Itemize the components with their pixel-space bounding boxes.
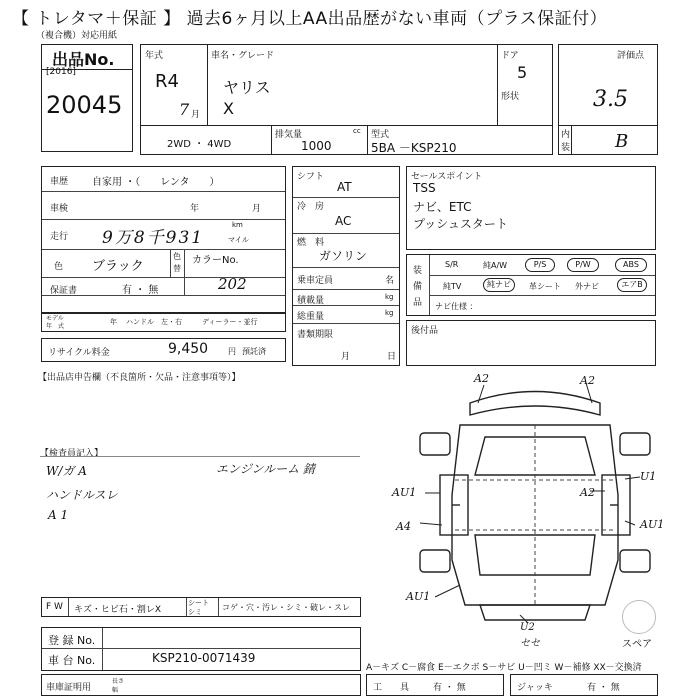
car-grade: X bbox=[223, 99, 234, 118]
navi-spec: ナビ仕様 ： bbox=[435, 302, 478, 311]
recycle-label: リサイクル料金 bbox=[48, 348, 110, 358]
fw-items: キズ・ヒビ石・割レX bbox=[74, 605, 161, 615]
lot-box bbox=[41, 44, 133, 152]
cert-width: 幅 bbox=[112, 687, 119, 694]
equip-airbag: エアB bbox=[617, 278, 647, 292]
capacity-label: 乗車定員 bbox=[297, 276, 334, 286]
equip-abs: ABS bbox=[615, 258, 647, 272]
km-label: km bbox=[232, 221, 243, 229]
equip-ps: P/S bbox=[525, 258, 555, 272]
fuel-value: ガソリン bbox=[319, 249, 368, 263]
after-fit-box bbox=[406, 320, 656, 366]
color-no-label: カラーNo. bbox=[192, 255, 239, 266]
interior-label-2: 装 bbox=[561, 143, 571, 153]
color-label: 色 bbox=[54, 262, 64, 272]
equipment-label-2: 備 bbox=[413, 282, 423, 292]
equipment-label-3: 品 bbox=[413, 298, 423, 308]
inspector-note-4: エンジンルーム 錆 bbox=[216, 462, 315, 476]
chassis-value: KSP210-0071439 bbox=[152, 651, 256, 665]
sales-points-label: セールスポイント bbox=[411, 172, 483, 182]
reg-label: 登 録 No. bbox=[48, 634, 96, 647]
load-unit: kg bbox=[385, 293, 394, 301]
fw-seat-items: コゲ・穴・汚レ・シミ・破レ・スレ bbox=[222, 603, 350, 612]
damage-mark-6: A4 bbox=[396, 520, 411, 533]
color-change-2: 替 bbox=[173, 264, 181, 273]
damage-mark-10: セセ bbox=[520, 638, 540, 649]
score-box bbox=[558, 44, 658, 155]
doc-day: 日 bbox=[387, 352, 397, 362]
mileage-label: 走行 bbox=[50, 232, 69, 242]
equip-tv: 純TV bbox=[443, 282, 462, 291]
color-value: ブラック bbox=[92, 259, 144, 274]
score-value: 3.5 bbox=[593, 87, 628, 112]
gross-label: 総重量 bbox=[297, 312, 325, 322]
displacement-label: 排気量 bbox=[275, 130, 303, 140]
mile-label: マイル bbox=[228, 236, 249, 244]
mileage-value: 9万8千931 bbox=[102, 228, 205, 248]
header-title: 【 トレタマ＋保証 】 過去6ヶ月以上AA出品歴がない車両（プラス保証付） bbox=[12, 9, 608, 29]
model-year-unit: 年 bbox=[110, 318, 117, 326]
tools-value: 有 ・ 無 bbox=[433, 683, 466, 693]
gross-unit: kg bbox=[385, 309, 394, 317]
inspector-note-3: A 1 bbox=[48, 508, 69, 522]
ac-label: 冷 房 bbox=[297, 202, 325, 212]
cert-length: 長さ bbox=[112, 678, 125, 685]
specs-box bbox=[292, 166, 400, 366]
lot-label: 出品No. bbox=[52, 50, 115, 69]
sales-point-2: ナビ、ETC bbox=[413, 200, 472, 214]
year-month: 7 bbox=[179, 100, 190, 119]
equip-navi: 純ナビ bbox=[483, 278, 515, 292]
equip-pw: P/W bbox=[567, 258, 599, 272]
recycle-value: 9,450 bbox=[168, 341, 209, 357]
inspector-label: 【検査員記入】 bbox=[40, 449, 104, 459]
doc-label: 書類期限 bbox=[297, 330, 334, 340]
spare-tire-icon bbox=[622, 600, 656, 634]
handle-text: ハンドル 左・右 bbox=[126, 318, 182, 326]
doors-label: ドア bbox=[501, 51, 519, 61]
fw-label: F W bbox=[46, 602, 63, 612]
model-year-row bbox=[41, 312, 286, 332]
ac-value: AC bbox=[335, 214, 352, 228]
sales-points-box bbox=[406, 166, 656, 250]
color-change-1: 色 bbox=[173, 252, 181, 261]
sales-point-3: プッシュスタート bbox=[413, 217, 508, 231]
color-no-value: 202 bbox=[218, 275, 247, 293]
damage-mark-4: AU1 bbox=[392, 486, 417, 499]
model-value: 5BA －KSP210 bbox=[371, 141, 457, 155]
fw-seat-2: シミ bbox=[188, 608, 202, 616]
shift-label: シフト bbox=[297, 172, 325, 182]
inspection-month: 月 bbox=[252, 204, 262, 214]
interior-value: B bbox=[615, 131, 629, 152]
car-info-box bbox=[140, 44, 553, 155]
score-label: 評価点 bbox=[617, 51, 645, 61]
damage-mark-3: U1 bbox=[640, 470, 657, 483]
registration-box bbox=[41, 627, 361, 671]
cc-label: cc bbox=[353, 127, 361, 135]
inspector-note-1: W/ガ A bbox=[46, 464, 87, 478]
year-era: R4 bbox=[155, 71, 179, 92]
damage-mark-5: A2 bbox=[580, 486, 595, 499]
shift-value: AT bbox=[337, 180, 352, 194]
model-label: 型式 bbox=[371, 130, 390, 140]
name-label: 車名・グレード bbox=[211, 51, 275, 61]
after-fit-label: 後付品 bbox=[411, 326, 439, 336]
sales-point-1: TSS bbox=[413, 181, 436, 195]
displacement-value: 1000 bbox=[301, 139, 332, 153]
header-bar bbox=[0, 0, 700, 30]
car-name: ヤリス bbox=[223, 78, 271, 97]
garage-cert-row bbox=[41, 674, 361, 696]
lot-number: 20045 bbox=[46, 91, 123, 119]
chassis-label: 車 台 No. bbox=[48, 654, 96, 667]
jack-value: 有 ・ 無 bbox=[587, 683, 620, 693]
model-year-label-2: 年 式 bbox=[46, 323, 65, 330]
interior-label-1: 内 bbox=[561, 130, 571, 140]
tools-label: 工 具 bbox=[373, 683, 410, 693]
jack-box bbox=[510, 674, 658, 696]
damage-mark-8: AU1 bbox=[406, 590, 431, 603]
doors-value: 5 bbox=[517, 63, 528, 82]
equipment-box bbox=[406, 254, 656, 316]
equip-sr: S/R bbox=[445, 260, 459, 269]
damage-mark-1: A2 bbox=[474, 372, 489, 385]
inspection-label: 車検 bbox=[50, 204, 69, 214]
warranty-value: 有 ・ 無 bbox=[122, 285, 159, 296]
partial-top-text: （複合機）対応用紙 bbox=[36, 31, 118, 41]
capacity-unit: 名 bbox=[385, 276, 395, 286]
equip-leather: 革シート bbox=[529, 282, 561, 291]
history-value: 自家用 ・（ レンタ ） bbox=[92, 177, 220, 188]
damage-mark-7: AU1 bbox=[640, 518, 665, 531]
load-label: 積載量 bbox=[297, 296, 325, 306]
recycle-unit: 円 bbox=[228, 347, 236, 356]
damage-legend: A－キズ C－腐食 E－エクボ S－サビ U－凹ミ W－補修 XX－交換済 bbox=[366, 663, 642, 673]
cert-label: 車庫証明用 bbox=[46, 683, 92, 693]
inspector-note-2: ハンドルスレ bbox=[46, 488, 118, 502]
year-label: 年式 bbox=[145, 51, 164, 61]
auction-note-label: 【出品店申告欄（不良箇所・欠品・注意事項等）】 bbox=[38, 373, 241, 383]
drive-type: 2WD ・ 4WD bbox=[167, 139, 232, 150]
spare-label: スペア bbox=[622, 639, 652, 650]
recycle-row bbox=[41, 338, 286, 362]
inspection-year: 年 bbox=[190, 204, 200, 214]
dealer-text: ディーラー・並行 bbox=[202, 318, 258, 326]
shape-label: 形状 bbox=[501, 92, 520, 102]
equipment-label-1: 装 bbox=[413, 266, 423, 276]
tools-box bbox=[366, 674, 504, 696]
equip-aw: 純A/W bbox=[483, 261, 508, 270]
equip-ext-navi: 外ナビ bbox=[575, 282, 599, 291]
fw-seat-1: シート bbox=[188, 599, 209, 607]
warranty-label: 保証書 bbox=[50, 286, 78, 296]
recycle-note: 預託済 bbox=[242, 347, 266, 356]
details-box bbox=[41, 166, 286, 314]
fuel-label: 燃 料 bbox=[297, 238, 325, 248]
car-diagram bbox=[400, 375, 670, 630]
jack-label: ジャッキ bbox=[517, 683, 553, 693]
damage-mark-2: A2 bbox=[580, 374, 595, 387]
fw-row bbox=[41, 597, 361, 617]
doc-month: 月 bbox=[341, 352, 351, 362]
history-label: 車歴 bbox=[50, 177, 69, 187]
model-year-label-1: モデル bbox=[46, 315, 64, 322]
damage-mark-9: U2 bbox=[520, 622, 535, 633]
month-unit: 月 bbox=[191, 110, 201, 120]
lot-year: [2016] bbox=[46, 67, 76, 77]
